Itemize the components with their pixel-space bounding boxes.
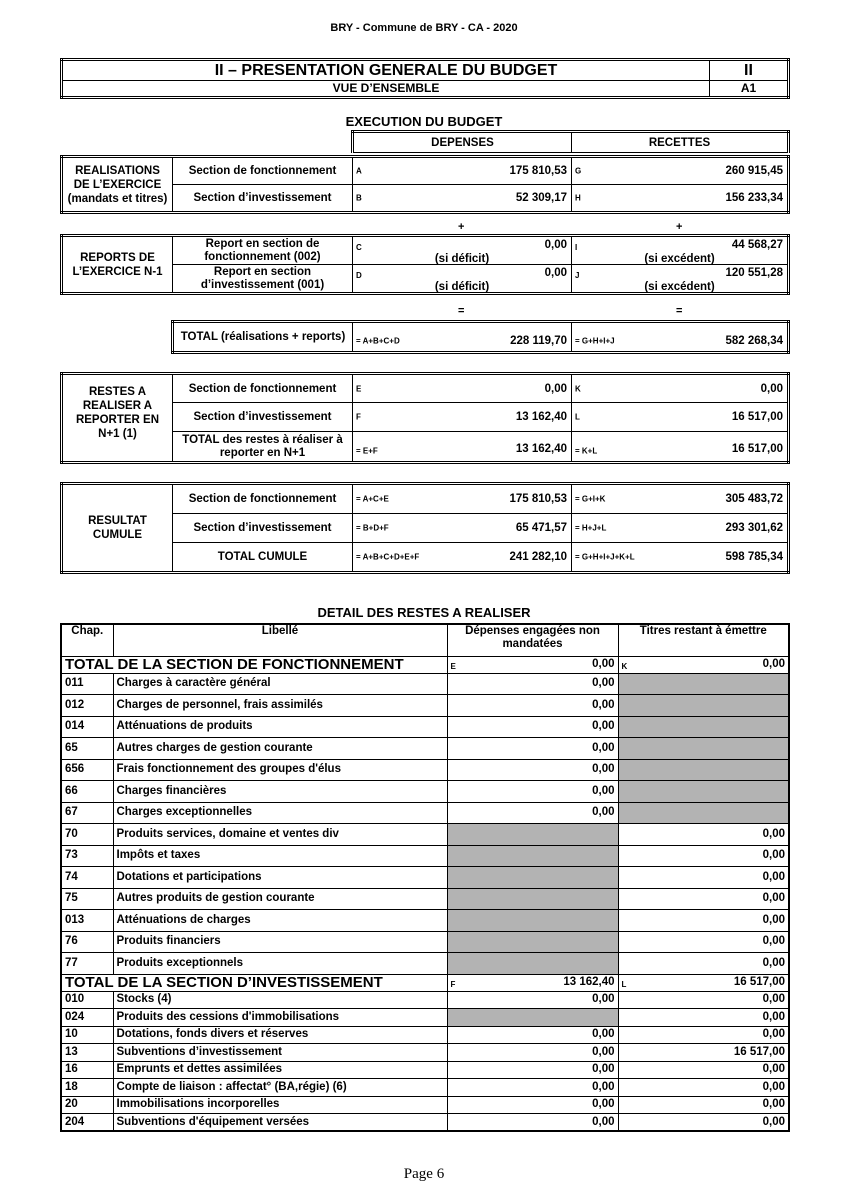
chapter-label: Autres charges de gestion courante [113, 738, 447, 760]
chapter-code: 011 [61, 673, 113, 695]
cell-code: H [575, 193, 581, 203]
titres-value [618, 716, 789, 738]
document-header: BRY - Commune de BRY - CA - 2020 [330, 22, 518, 34]
titres-value: 0,00 [618, 953, 789, 975]
page-number: Page 6 [403, 1166, 445, 1182]
chapter-label: Subventions d'équipement versées [113, 1114, 447, 1132]
titres-value: 0,00 [618, 1096, 789, 1114]
restes-label: RESTES A REALISER A REPORTER EN N+1 (1) [62, 374, 173, 463]
depenses-value: 0,00 [447, 1096, 618, 1114]
titres-value [618, 695, 789, 717]
titres-value [618, 759, 789, 781]
cell-note: (si excédent) [644, 281, 715, 293]
depenses-value: 0,00 [447, 1044, 618, 1062]
cell-amount: 175 810,53 [509, 165, 567, 177]
table-row [61, 953, 789, 975]
realisations-depense-cell [353, 157, 572, 185]
total-recette-cell [572, 322, 789, 353]
chapter-label: Charges exceptionnelles [113, 802, 447, 824]
realisations-recette-cell [572, 157, 789, 185]
chapter-label: Charges à caractère général [113, 673, 447, 695]
table-row [61, 781, 789, 803]
cell-amount: 228 119,70 [510, 335, 567, 348]
recettes-header: RECETTES [572, 132, 789, 153]
page-code: II [710, 60, 789, 81]
titres-value: 0,00 [618, 1061, 789, 1079]
restes-recette-cell [572, 403, 789, 432]
chapter-code: 13 [61, 1044, 113, 1062]
resultat-depense-cell [353, 514, 572, 543]
restes-section: Section d’investissement [173, 403, 353, 432]
depenses-value: 0,00 [447, 1061, 618, 1079]
depenses-value: 0,00 [447, 1114, 618, 1132]
chapter-code: 18 [61, 1079, 113, 1097]
table-row [61, 695, 789, 717]
titres-value: 0,00 [618, 867, 789, 889]
titres-value: 0,00 [618, 1026, 789, 1044]
reports-recette-cell [572, 236, 789, 265]
cell-amount: 598 785,34 [725, 551, 783, 563]
cell-amount: 120 551,28 [725, 267, 783, 279]
equals-sign-recettes: = [676, 305, 683, 317]
execution-title: EXECUTION DU BUDGET [345, 114, 503, 129]
titres-value: 0,00 [618, 991, 789, 1009]
cell-amount: 0,00 [592, 658, 615, 670]
detail-title: DETAIL DES RESTES A REALISER [317, 605, 531, 620]
realisations-section: Section de fonctionnement [173, 157, 353, 185]
chapter-code: 73 [61, 845, 113, 867]
chapter-code: 20 [61, 1096, 113, 1114]
cell-amount: 0,00 [762, 658, 785, 670]
cell-code: L [621, 979, 627, 989]
chapter-label: Emprunts et dettes assimilées [113, 1061, 447, 1079]
cell-code: E [450, 661, 456, 671]
chapter-code: 16 [61, 1061, 113, 1079]
chapter-label: Autres produits de gestion courante [113, 888, 447, 910]
titres-value [618, 738, 789, 760]
resultat-recette-cell [572, 543, 789, 573]
titres-value: 0,00 [618, 845, 789, 867]
table-row [61, 673, 789, 695]
titres-value: 0,00 [618, 1114, 789, 1132]
chapter-code: 67 [61, 802, 113, 824]
cell-code: B [356, 193, 362, 203]
restes-depense-cell [353, 432, 572, 463]
depenses-value [447, 888, 618, 910]
depenses-value: 0,00 [447, 1079, 618, 1097]
cell-amount: 241 282,10 [509, 551, 567, 563]
table-row [61, 1114, 789, 1132]
titres-value: 0,00 [618, 888, 789, 910]
cell-amount: 0,00 [544, 382, 567, 395]
section-total-label: TOTAL DE LA SECTION D’INVESTISSEMENT [61, 974, 447, 991]
table-row [61, 910, 789, 932]
resultat-label: RESULTAT CUMULE [62, 484, 173, 573]
table-row [61, 931, 789, 953]
page-subcode: A1 [710, 81, 789, 98]
header-titres: Titres restant à émettre [618, 624, 789, 656]
resultat-recette-cell [572, 484, 789, 514]
titres-value [618, 781, 789, 803]
cell-amount: 305 483,72 [725, 493, 783, 505]
resultat-depense-cell [353, 484, 572, 514]
cell-amount: 13 162,40 [515, 411, 567, 423]
cell-code: = G+H+I+J+K+L [575, 552, 635, 562]
chapter-label: Impôts et taxes [113, 845, 447, 867]
realisations-section: Section d’investissement [173, 185, 353, 213]
depenses-value: 0,00 [447, 1026, 618, 1044]
header-libelle: Libellé [113, 624, 447, 656]
resultat-section: Section de fonctionnement [173, 484, 353, 514]
depenses-value [447, 845, 618, 867]
header-depenses: Dépenses engagées non mandatées [447, 624, 618, 656]
cell-amount: 582 268,34 [725, 335, 783, 348]
depenses-value: 0,00 [447, 695, 618, 717]
cell-note: (si déficit) [434, 281, 490, 293]
cell-code: = H+J+L [575, 523, 607, 533]
resultat-depense-cell [353, 543, 572, 573]
cell-code: = B+D+F [356, 523, 389, 533]
table-row [61, 845, 789, 867]
cell-code: = E+F [356, 446, 378, 456]
table-row [61, 867, 789, 889]
restes-section: Section de fonctionnement [173, 374, 353, 403]
realisations-recette-cell [572, 185, 789, 213]
section-total-row [61, 656, 789, 673]
chapter-code: 74 [61, 867, 113, 889]
depenses-value: 0,00 [447, 716, 618, 738]
cell-code: L [575, 412, 580, 422]
cell-amount: 293 301,62 [725, 522, 783, 534]
table-row [61, 824, 789, 846]
cell-amount: 0,00 [544, 239, 567, 251]
chapter-label: Produits financiers [113, 931, 447, 953]
cell-note: (si excédent) [644, 253, 715, 265]
page-title: II – PRESENTATION GENERALE DU BUDGET [62, 60, 710, 81]
titres-value: 0,00 [618, 1079, 789, 1097]
table-row [61, 1044, 789, 1062]
section-total-depenses [447, 656, 618, 673]
table-row [61, 738, 789, 760]
cell-amount: 175 810,53 [509, 493, 567, 505]
table-row [61, 888, 789, 910]
depenses-value [447, 867, 618, 889]
table-row [61, 1079, 789, 1097]
table-row [61, 1026, 789, 1044]
realisations-block [60, 155, 790, 214]
depenses-header: DEPENSES [353, 132, 572, 153]
chapter-code: 76 [61, 931, 113, 953]
chapter-code: 013 [61, 910, 113, 932]
chapter-label: Dotations, fonds divers et réserves [113, 1026, 447, 1044]
depenses-value [447, 910, 618, 932]
cell-amount: 44 568,27 [731, 239, 783, 251]
cell-code: F [450, 979, 456, 989]
cell-code: D [356, 271, 362, 280]
depenses-value [447, 931, 618, 953]
cell-code: = K+L [575, 446, 598, 456]
cell-amount: 16 517,00 [731, 411, 783, 423]
chapter-code: 204 [61, 1114, 113, 1132]
cell-code: E [356, 384, 362, 393]
reports-depense-cell [353, 265, 572, 294]
cell-amount: 156 233,34 [725, 192, 783, 204]
reports-label: REPORTS DE L’EXERCICE N-1 [62, 236, 173, 294]
chapter-label: Produits services, domaine et ventes div [113, 824, 447, 846]
titres-value: 0,00 [618, 931, 789, 953]
cell-code: = G+I+K [575, 494, 606, 504]
cell-amount: 260 915,45 [725, 165, 783, 177]
reports-depense-cell [353, 236, 572, 265]
resultat-block [60, 482, 790, 574]
cell-amount: 0,00 [760, 382, 783, 395]
execution-column-headers [351, 130, 790, 153]
cell-amount: 16 517,00 [733, 976, 785, 988]
chapter-code: 70 [61, 824, 113, 846]
total-depense-cell [353, 322, 572, 353]
chapter-code: 012 [61, 695, 113, 717]
chapter-label: Stocks (4) [113, 991, 447, 1009]
section-total-titres [618, 656, 789, 673]
restes-recette-cell [572, 432, 789, 463]
chapter-code: 010 [61, 991, 113, 1009]
reports-recette-cell [572, 265, 789, 294]
cell-amount: 16 517,00 [731, 443, 783, 456]
detail-table [60, 623, 790, 1132]
chapter-label: Produits exceptionnels [113, 953, 447, 975]
chapter-label: Charges financières [113, 781, 447, 803]
chapter-code: 75 [61, 888, 113, 910]
cell-amount: 52 309,17 [515, 192, 567, 204]
table-row [61, 1009, 789, 1027]
cell-code: F [356, 412, 361, 422]
plus-sign-depenses: + [458, 221, 465, 233]
section-total-row [61, 974, 789, 991]
cell-code: G [575, 166, 582, 176]
resultat-section: TOTAL CUMULE [173, 543, 353, 573]
resultat-recette-cell [572, 514, 789, 543]
realisations-depense-cell [353, 185, 572, 213]
table-row [61, 716, 789, 738]
restes-section: TOTAL des restes à réaliser à reporter en N+1 [173, 432, 353, 463]
chapter-label: Dotations et participations [113, 867, 447, 889]
chapter-label: Immobilisations incorporelles [113, 1096, 447, 1114]
reports-block [60, 234, 790, 295]
reports-section: Report en section d’investissement (001) [173, 265, 353, 294]
depenses-value: 0,00 [447, 991, 618, 1009]
chapter-code: 014 [61, 716, 113, 738]
total-section: TOTAL (réalisations + reports) [173, 322, 353, 353]
restes-depense-cell [353, 374, 572, 403]
depenses-value: 0,00 [447, 781, 618, 803]
cell-code: C [356, 243, 362, 252]
section-total-titres [618, 974, 789, 991]
table-row [61, 1096, 789, 1114]
table-row [61, 802, 789, 824]
titres-value [618, 802, 789, 824]
section-total-depenses [447, 974, 618, 991]
cell-code: = A+B+C+D+E+F [356, 552, 420, 562]
total-realisations-reports [171, 320, 790, 354]
chapter-label: Atténuations de charges [113, 910, 447, 932]
chapter-label: Atténuations de produits [113, 716, 447, 738]
titres-value: 0,00 [618, 1009, 789, 1027]
table-row [61, 991, 789, 1009]
titres-value: 0,00 [618, 910, 789, 932]
cell-code: = A+C+E [356, 494, 389, 504]
chapter-label: Compte de liaison : affectat° (BA,régie) (6) [113, 1079, 447, 1097]
cell-code: J [575, 271, 580, 280]
chapter-label: Subventions d’investissement [113, 1044, 447, 1062]
table-row [61, 759, 789, 781]
depenses-value: 0,00 [447, 802, 618, 824]
chapter-code: 024 [61, 1009, 113, 1027]
chapter-label: Produits des cessions d'immobilisations [113, 1009, 447, 1027]
depenses-value [447, 953, 618, 975]
cell-code: K [575, 384, 581, 393]
chapter-code: 66 [61, 781, 113, 803]
depenses-value [447, 1009, 618, 1027]
chapter-code: 10 [61, 1026, 113, 1044]
realisations-label: REALISATIONS DE L’EXERCICE (mandats et titres) [62, 157, 173, 213]
cell-amount: 0,00 [544, 267, 567, 279]
cell-amount: 65 471,57 [515, 522, 567, 534]
chapter-label: Charges de personnel, frais assimilés [113, 695, 447, 717]
cell-amount: 13 162,40 [563, 976, 615, 988]
resultat-section: Section d’investissement [173, 514, 353, 543]
reports-section: Report en section de fonctionnement (002) [173, 236, 353, 265]
cell-code: = A+B+C+D [356, 336, 400, 346]
chapter-code: 656 [61, 759, 113, 781]
header-chap: Chap. [61, 624, 113, 656]
depenses-value: 0,00 [447, 738, 618, 760]
titres-value: 0,00 [618, 824, 789, 846]
cell-code: I [575, 243, 578, 252]
chapter-code: 65 [61, 738, 113, 760]
title-block [60, 58, 790, 99]
titres-value: 16 517,00 [618, 1044, 789, 1062]
cell-amount: 13 162,40 [515, 443, 567, 456]
cell-note: (si déficit) [434, 253, 490, 265]
depenses-value: 0,00 [447, 759, 618, 781]
restes-recette-cell [572, 374, 789, 403]
page-subtitle: VUE D’ENSEMBLE [62, 81, 710, 98]
plus-sign-recettes: + [676, 221, 683, 233]
cell-code: K [621, 661, 628, 671]
restes-block [60, 372, 790, 464]
equals-sign-depenses: = [458, 305, 465, 317]
depenses-value: 0,00 [447, 673, 618, 695]
restes-depense-cell [353, 403, 572, 432]
chapter-code: 77 [61, 953, 113, 975]
depenses-value [447, 824, 618, 846]
cell-code: A [356, 166, 362, 176]
titres-value [618, 673, 789, 695]
table-row [61, 1061, 789, 1079]
chapter-label: Frais fonctionnement des groupes d'élus [113, 759, 447, 781]
cell-code: = G+H+I+J [575, 336, 615, 346]
section-total-label: TOTAL DE LA SECTION DE FONCTIONNEMENT [61, 656, 447, 673]
